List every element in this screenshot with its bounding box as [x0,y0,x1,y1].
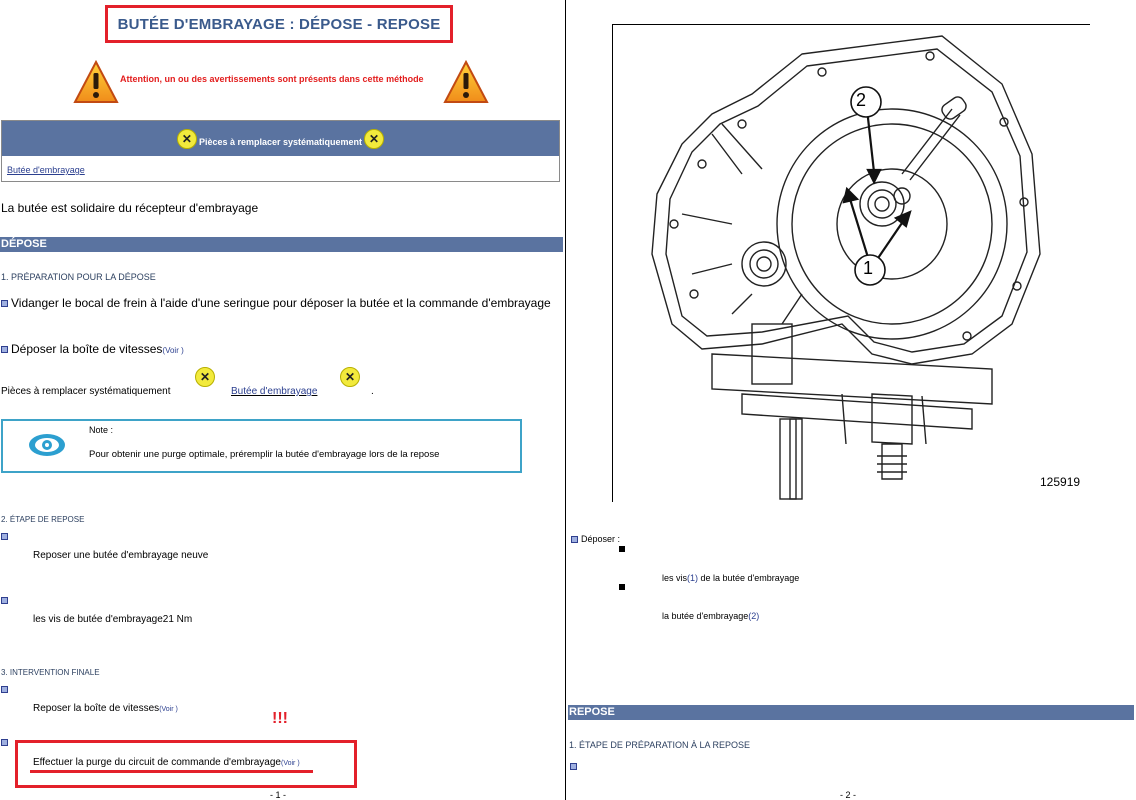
highlight-underline [30,770,313,773]
note-box [1,419,522,473]
step1-item2 [1,342,184,356]
item1-ref: (1) [687,573,699,583]
parts-inline-link-text[interactable]: Butée d'embrayage [231,386,318,397]
step1-item1 [1,296,551,310]
black-bullet [619,546,625,552]
step2-heading: 2. ÉTAPE DE REPOSE [1,515,85,524]
deposer-label [571,534,620,544]
tools-icon: ✕ [340,367,360,387]
eye-icon [27,431,67,459]
step3-item2 [33,757,300,768]
gearbox-figure [612,24,1090,504]
checkbox-bullet-icon [570,763,577,770]
deposer-label-text: Déposer : [581,534,621,544]
item2-ref: (2) [748,611,760,621]
step3-heading: 3. INTERVENTION FINALE [1,668,100,677]
depose-section-header: DÉPOSE [0,237,563,252]
parts-header [2,121,559,156]
step1-item2-text: Déposer la boîte de vitesses [11,342,163,356]
checkbox-bullet-icon [1,533,8,540]
callout-1: 1 [863,258,874,278]
repose-step1-heading: 1. ÉTAPE DE PRÉPARATION À LA REPOSE [569,740,751,750]
page-title: BUTÉE D'EMBRAYAGE : DÉPOSE - REPOSE [117,15,441,33]
page-divider [565,0,566,800]
warning-text: Attention, un ou des avertissements sont présents dans cette méthode [120,74,424,84]
checkbox-bullet-icon [571,536,578,543]
checkbox-bullet-icon [1,686,8,693]
item2-prefix: la butée d'embrayage [662,611,749,621]
parts-inline-link[interactable] [231,386,317,397]
page-number: - 1 - [270,790,287,800]
note-title: Note : [89,425,114,435]
callout-2: 2 [856,90,867,110]
step2-item1: Reposer une butée d'embrayage neuve [33,550,209,561]
voir-link[interactable]: (Voir ) [159,706,178,713]
voir-link[interactable]: (Voir ) [280,760,300,767]
checkbox-bullet-icon [1,346,8,353]
repose-section-header: REPOSE [568,705,1134,720]
figure-number: 125919 [1040,475,1081,489]
parts-link[interactable]: Butée d'embrayage [7,165,85,175]
warning-triangle-icon [73,60,119,104]
title-box [105,5,453,43]
gearbox-drawing [612,24,1090,504]
exclamation-marks: !!! [272,710,288,727]
parts-inline-label: Pièces à remplacer systématiquement [1,386,171,397]
checkbox-bullet-icon [1,739,8,746]
checkbox-bullet-icon [1,597,8,604]
parts-header-label: Pièces à remplacer systématiquement [198,136,363,147]
intro-text: La butée est solidaire du récepteur d'embrayage [1,201,259,215]
step3-item1-text: Reposer la boîte de vitesses [33,703,160,714]
step1-item1-text: Vidanger le bocal de frein à l'aide d'une seringue pour déposer la butée et la commande d'embrayage [11,296,551,310]
warning-triangle-icon [443,60,489,104]
tools-icon: ✕ [177,129,197,149]
tools-icon: ✕ [364,129,384,149]
voir-link[interactable]: (Voir ) [162,346,184,355]
page-number: - 2 - [840,790,857,800]
item1-suffix: de la butée d'embrayage [698,573,800,583]
checkbox-bullet-icon [1,300,8,307]
deposer-item2 [662,611,759,621]
black-bullet [619,584,625,590]
item1-prefix: les vis [662,573,688,583]
step2-item2: les vis de butée d'embrayage21 Nm [33,614,193,625]
parts-inline-dot: . [371,386,374,397]
parts-to-replace-box [1,120,560,182]
step3-item1 [33,703,178,714]
note-text: Pour obtenir une purge optimale, préremplir la butée d'embrayage lors de la repose [89,449,440,460]
deposer-item1 [662,573,799,583]
tools-icon: ✕ [195,367,215,387]
step1-heading: 1. PRÉPARATION POUR LA DÉPOSE [1,272,156,282]
step3-item2-text: Effectuer la purge du circuit de commande d'embrayage [33,757,281,768]
